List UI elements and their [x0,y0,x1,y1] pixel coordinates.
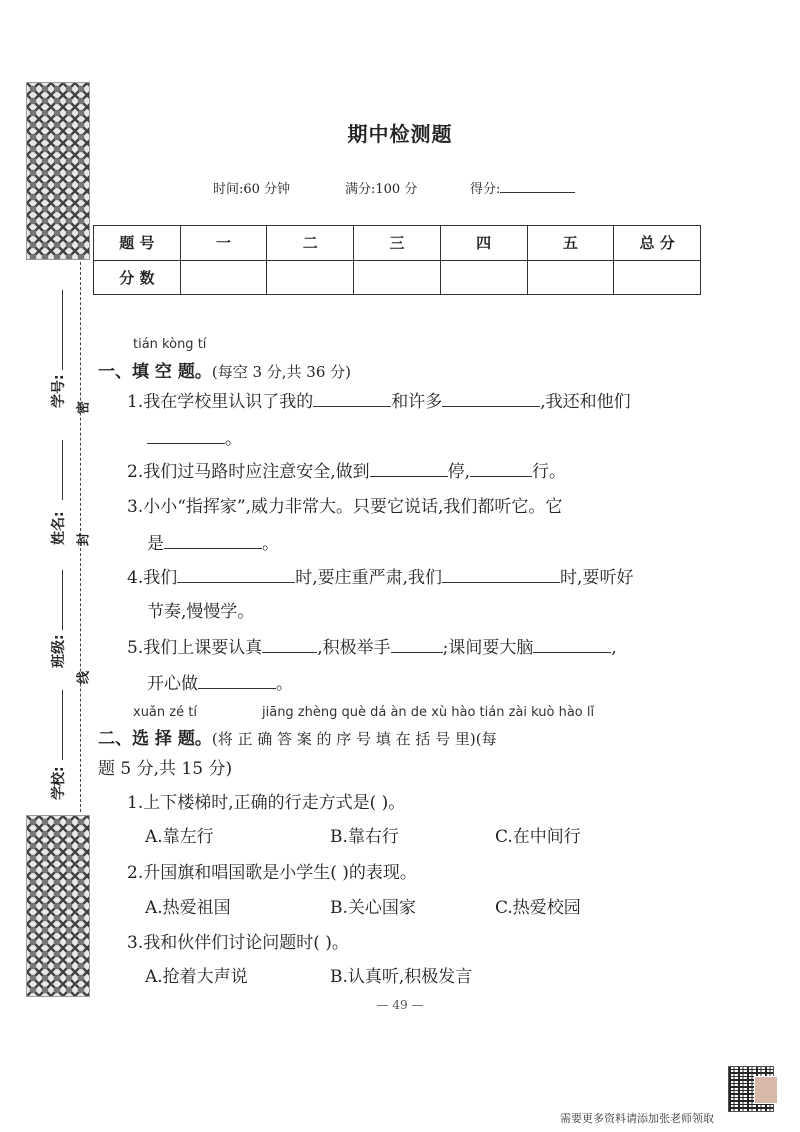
answer-blank[interactable] [442,566,560,583]
q-text: ;课间要大脑 [442,638,534,658]
school-write-line [62,690,63,760]
q-text: 节奏,慢慢学。 [147,602,255,622]
question-2-1: 1.上下楼梯时,正确的行走方式是( )。 [127,793,406,813]
seal-feng: 封 [76,533,92,547]
q-text: 时,要听好 [560,568,634,588]
q-text: 。 [276,674,293,694]
question-1-1-cont [147,427,242,450]
q-text: ,积极举手 [317,638,391,658]
score-table [93,225,701,295]
id-label: 学号: [51,374,67,408]
answer-blank[interactable] [442,390,540,407]
table-header-cell: 五 [527,226,614,261]
score-cell[interactable] [440,260,527,295]
score-cell[interactable] [180,260,267,295]
table-header-row [94,226,701,261]
section2-note: (将 正 确 答 案 的 序 号 填 在 括 号 里)(每 [211,730,497,748]
q-text: 2.我们过马路时应注意安全,做到 [127,462,370,482]
decorative-pattern-bottom [26,815,90,997]
question-1-2 [127,460,566,483]
answer-blank[interactable] [313,390,391,407]
score-cell[interactable] [267,260,354,295]
table-header-cell: 题 号 [94,226,181,261]
q-text: 4.我们 [127,568,178,588]
option-2-3-b[interactable]: B.认真听,积极发言 [330,967,473,987]
score-input-line[interactable] [500,180,575,193]
decorative-pattern-top [26,82,90,260]
seal-xian: 线 [76,671,92,685]
section1-note: (每空 3 分,共 36 分) [211,363,352,381]
question-1-5 [127,636,617,659]
option-2-2-c[interactable]: C.热爱校园 [495,898,581,918]
class-label: 班级: [51,634,67,668]
answer-blank[interactable] [470,460,532,477]
answer-blank[interactable] [147,427,225,444]
seal-mi: 密 [76,401,92,415]
question-1-3-cont [147,532,279,555]
answer-blank[interactable] [533,636,611,653]
table-header-cell: 四 [440,226,527,261]
section2-title: 二、选 择 题。 [98,729,212,749]
q-text: 时,要庄重严肃,我们 [295,568,443,588]
option-2-1-b[interactable]: B.靠右行 [330,827,399,847]
table-header-cell: 总 分 [614,226,701,261]
question-1-4-cont [147,601,254,623]
question-1-5-cont [147,672,293,695]
option-2-2-a[interactable]: A.热爱祖国 [145,898,231,918]
q-text: , [611,638,617,658]
section1-heading [98,357,351,382]
answer-blank[interactable] [262,636,317,653]
question-1-4 [127,566,633,589]
option-2-1-a[interactable]: A.靠左行 [145,827,214,847]
q-text: ,我还和他们 [540,392,631,412]
full-score: 满分:100 分 [345,182,418,197]
class-write-line [62,570,63,630]
section2-pinyin: xuǎn zé tí [133,705,197,720]
question-1-3 [127,496,562,518]
answer-blank[interactable] [370,460,448,477]
section2-note-pinyin: jiāng zhèng què dá àn de xù hào tián zài kuò hào lǐ [262,705,595,720]
avatar [754,1076,778,1104]
q-text: 5.我们上课要认真 [127,638,263,658]
answer-blank[interactable] [164,532,262,549]
page-title: 期中检测题 [347,122,453,146]
section1-pinyin: tián kòng tí [133,337,207,352]
table-score-row [94,260,701,295]
id-write-line [62,290,63,370]
q-text: 行。 [532,462,567,482]
promo-text: 需要更多资料请添加张老师领取 [560,1112,714,1125]
section2-note-cont: 题 5 分,共 15 分) [98,759,233,779]
score-label: 得分: [470,182,501,197]
table-header-cell: 一 [180,226,267,261]
answer-blank[interactable] [198,672,276,689]
question-2-3: 3.我和伙伴们讨论问题时( )。 [127,933,349,953]
option-2-1-c[interactable]: C.在中间行 [495,827,581,847]
answer-blank[interactable] [177,566,295,583]
q-text: 。 [262,534,279,554]
table-header-cell: 三 [354,226,441,261]
section1-title: 一、填 空 题。 [98,362,212,382]
q-text: 和许多 [391,392,443,412]
q-text: 。 [225,429,242,449]
page-number: — 49 — [376,998,424,1012]
q-text: 1.我在学校里认识了我的 [127,392,314,412]
score-cell[interactable] [354,260,441,295]
table-row-label: 分 数 [94,260,181,295]
q-text: 开心做 [147,674,198,694]
question-2-2: 2.升国旗和唱国歌是小学生( )的表现。 [127,863,417,883]
school-label: 学校: [51,766,67,800]
answer-blank[interactable] [391,636,443,653]
option-2-2-b[interactable]: B.关心国家 [330,898,416,918]
score-field [470,178,575,197]
section2-heading [98,724,497,749]
name-write-line [62,440,63,500]
time-limit: 时间:60 分钟 [213,182,291,197]
q-text: 停, [447,462,471,482]
score-cell[interactable] [527,260,614,295]
q-text: 是 [147,534,164,554]
q-text: 3.小小“指挥家”,威力非常大。只要它说话,我们都听它。它 [127,497,563,517]
name-label: 姓名: [51,511,67,545]
score-cell[interactable] [614,260,701,295]
table-header-cell: 二 [267,226,354,261]
question-1-1 [127,390,631,413]
option-2-3-a[interactable]: A.抢着大声说 [145,967,248,987]
